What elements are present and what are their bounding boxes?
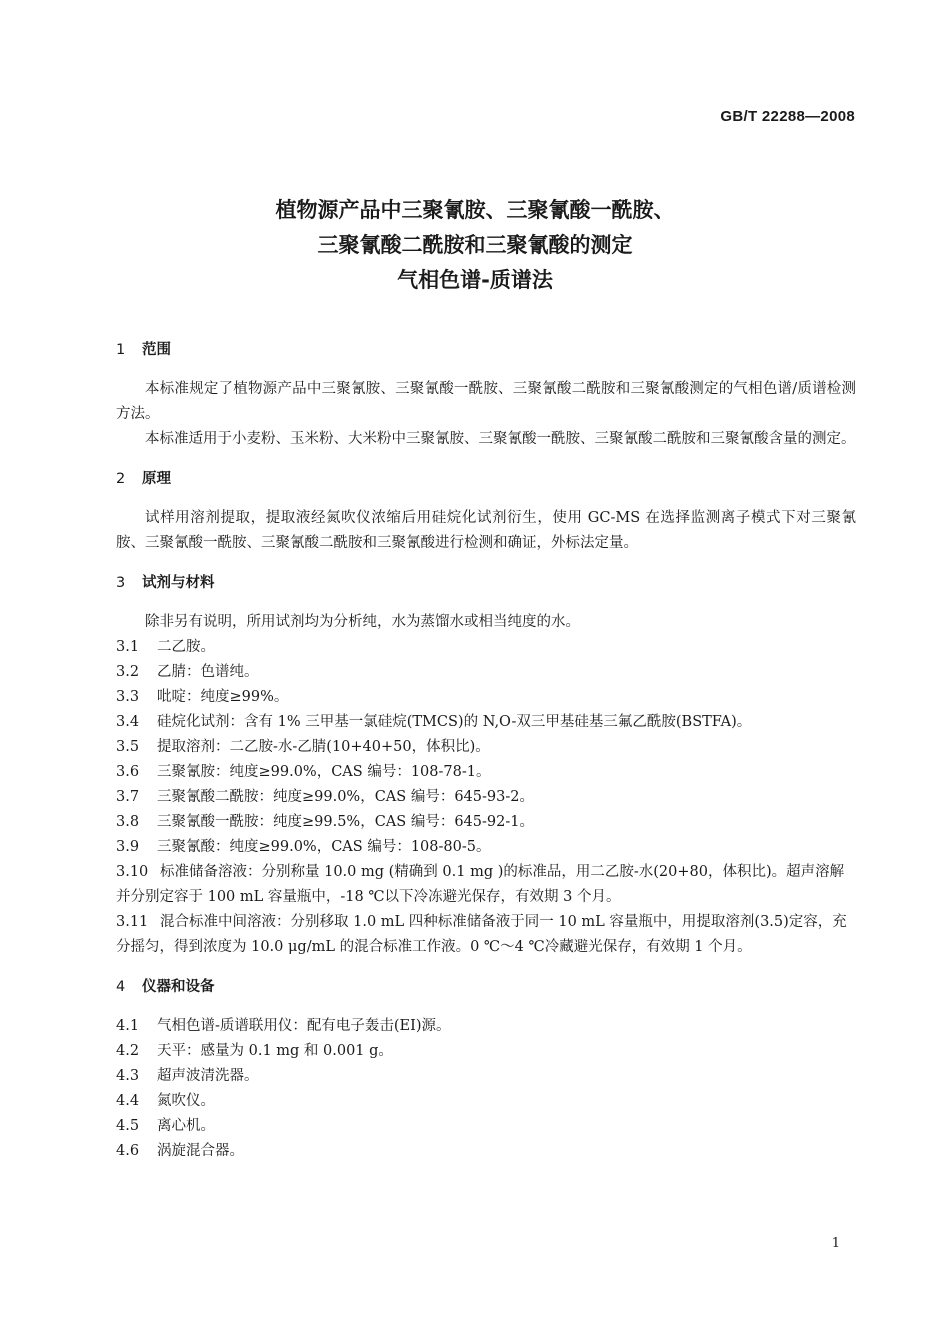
item-text: 三聚氰酸：纯度≥99.0%，CAS 编号：108-80-5。 xyxy=(157,839,491,855)
section-3-heading xyxy=(116,571,856,596)
section-title: 试剂与材料 xyxy=(142,575,215,591)
list-item xyxy=(116,1089,856,1114)
section-1-paragraph-2: 本标准适用于小麦粉、玉米粉、大米粉中三聚氰胺、三聚氰酸一酰胺、三聚氰酸二酰胺和三聚氰酸含量的测定。 xyxy=(145,431,856,447)
item-text: 三聚氰酸二酰胺：纯度≥99.0%，CAS 编号：645-93-2。 xyxy=(157,789,534,805)
item-number: 3.10 xyxy=(116,864,149,880)
item-number: 4.1 xyxy=(116,1018,140,1034)
standard-code: GB/T 22288—2008 xyxy=(720,108,855,125)
item-text: 涡旋混合器。 xyxy=(157,1143,244,1159)
section-4-heading xyxy=(116,975,856,1000)
item-text: 气相色谱-质谱联用仪：配有电子轰击(EI)源。 xyxy=(157,1018,451,1034)
item-number: 3.11 xyxy=(116,914,149,930)
item-text: 提取溶剂：二乙胺-水-乙腈(10+40+50，体积比)。 xyxy=(157,739,490,755)
list-item xyxy=(116,1064,856,1089)
item-text: 离心机。 xyxy=(157,1118,215,1134)
item-text: 二乙胺。 xyxy=(157,639,215,655)
item-text: 乙腈：色谱纯。 xyxy=(157,664,259,680)
item-number: 4.4 xyxy=(116,1093,140,1109)
list-item xyxy=(116,1139,856,1164)
document-title xyxy=(0,193,950,298)
list-item xyxy=(116,860,856,910)
title-line-1: 植物源产品中三聚氰胺、三聚氰酸一酰胺、 xyxy=(275,198,675,222)
list-item xyxy=(116,635,856,660)
document-body xyxy=(116,338,856,1164)
list-item xyxy=(116,735,856,760)
section-title: 范围 xyxy=(142,342,171,358)
section-1-heading xyxy=(116,338,856,363)
item-text: 天平：感量为 0.1 mg 和 0.001 g。 xyxy=(157,1043,393,1059)
item-number: 4.6 xyxy=(116,1143,140,1159)
section-number: 4 xyxy=(116,979,126,995)
list-item xyxy=(116,710,856,735)
list-item xyxy=(116,660,856,685)
item-text: 混合标准中间溶液：分别移取 1.0 mL 四种标准储备液于同一 10 mL 容量瓶中，用提取溶剂(3.5)定容，充分摇匀，得到浓度为 10.0 μg/mL 的混合标准工作液。0 ℃～4 ℃冷藏避光保存，有效期 1 个月。 xyxy=(116,914,847,955)
list-item xyxy=(116,1039,856,1064)
item-text: 三聚氰胺：纯度≥99.0%，CAS 编号：108-78-1。 xyxy=(157,764,491,780)
item-number: 3.1 xyxy=(116,639,140,655)
list-item xyxy=(116,910,856,960)
section-2-heading xyxy=(116,467,856,492)
item-number: 3.8 xyxy=(116,814,140,830)
item-text: 氮吹仪。 xyxy=(157,1093,215,1109)
item-text: 标准储备溶液：分别称量 10.0 mg (精确到 0.1 mg )的标准品，用二乙胺-水(20+80，体积比)。超声溶解并分别定容于 100 mL 容量瓶中，-18 ℃以下冷冻避光保存，有效期 3 个月。 xyxy=(116,864,845,905)
title-line-2: 三聚氰酸二酰胺和三聚氰酸的测定 xyxy=(317,233,633,257)
item-text: 三聚氰酸一酰胺：纯度≥99.5%，CAS 编号：645-92-1。 xyxy=(157,814,534,830)
list-item xyxy=(116,785,856,810)
list-item xyxy=(116,1114,856,1139)
section-number: 1 xyxy=(116,342,126,358)
section-number: 3 xyxy=(116,575,126,591)
item-number: 3.4 xyxy=(116,714,140,730)
item-text: 超声波清洗器。 xyxy=(157,1068,259,1084)
list-item xyxy=(116,685,856,710)
item-number: 3.9 xyxy=(116,839,140,855)
page-number: 1 xyxy=(831,1236,840,1251)
item-number: 3.6 xyxy=(116,764,140,780)
section-title: 仪器和设备 xyxy=(142,979,215,995)
item-number: 4.5 xyxy=(116,1118,140,1134)
section-number: 2 xyxy=(116,471,126,487)
section-3-intro: 除非另有说明，所用试剂均为分析纯，水为蒸馏水或相当纯度的水。 xyxy=(145,614,580,630)
section-2-paragraph-1: 试样用溶剂提取，提取液经氮吹仪浓缩后用硅烷化试剂衍生，使用 GC-MS 在选择监测离子模式下对三聚氰胺、三聚氰酸一酰胺、三聚氰酸二酰胺和三聚氰酸进行检测和确证，外标法定量。 xyxy=(116,510,856,551)
item-number: 3.5 xyxy=(116,739,140,755)
list-item xyxy=(116,1014,856,1039)
title-line-3: 气相色谱-质谱法 xyxy=(397,268,553,292)
item-number: 3.2 xyxy=(116,664,140,680)
item-text: 吡啶：纯度≥99%。 xyxy=(157,689,289,705)
section-1-paragraph-1: 本标准规定了植物源产品中三聚氰胺、三聚氰酸一酰胺、三聚氰酸二酰胺和三聚氰酸测定的气相色谱/质谱检测方法。 xyxy=(116,381,856,422)
item-number: 3.3 xyxy=(116,689,140,705)
item-number: 4.3 xyxy=(116,1068,140,1084)
item-number: 4.2 xyxy=(116,1043,140,1059)
section-title: 原理 xyxy=(142,471,171,487)
list-item xyxy=(116,835,856,860)
list-item xyxy=(116,760,856,785)
item-text: 硅烷化试剂：含有 1% 三甲基一氯硅烷(TMCS)的 N,O-双三甲基硅基三氟乙酰胺(BSTFA)。 xyxy=(157,714,752,730)
item-number: 3.7 xyxy=(116,789,140,805)
list-item xyxy=(116,810,856,835)
